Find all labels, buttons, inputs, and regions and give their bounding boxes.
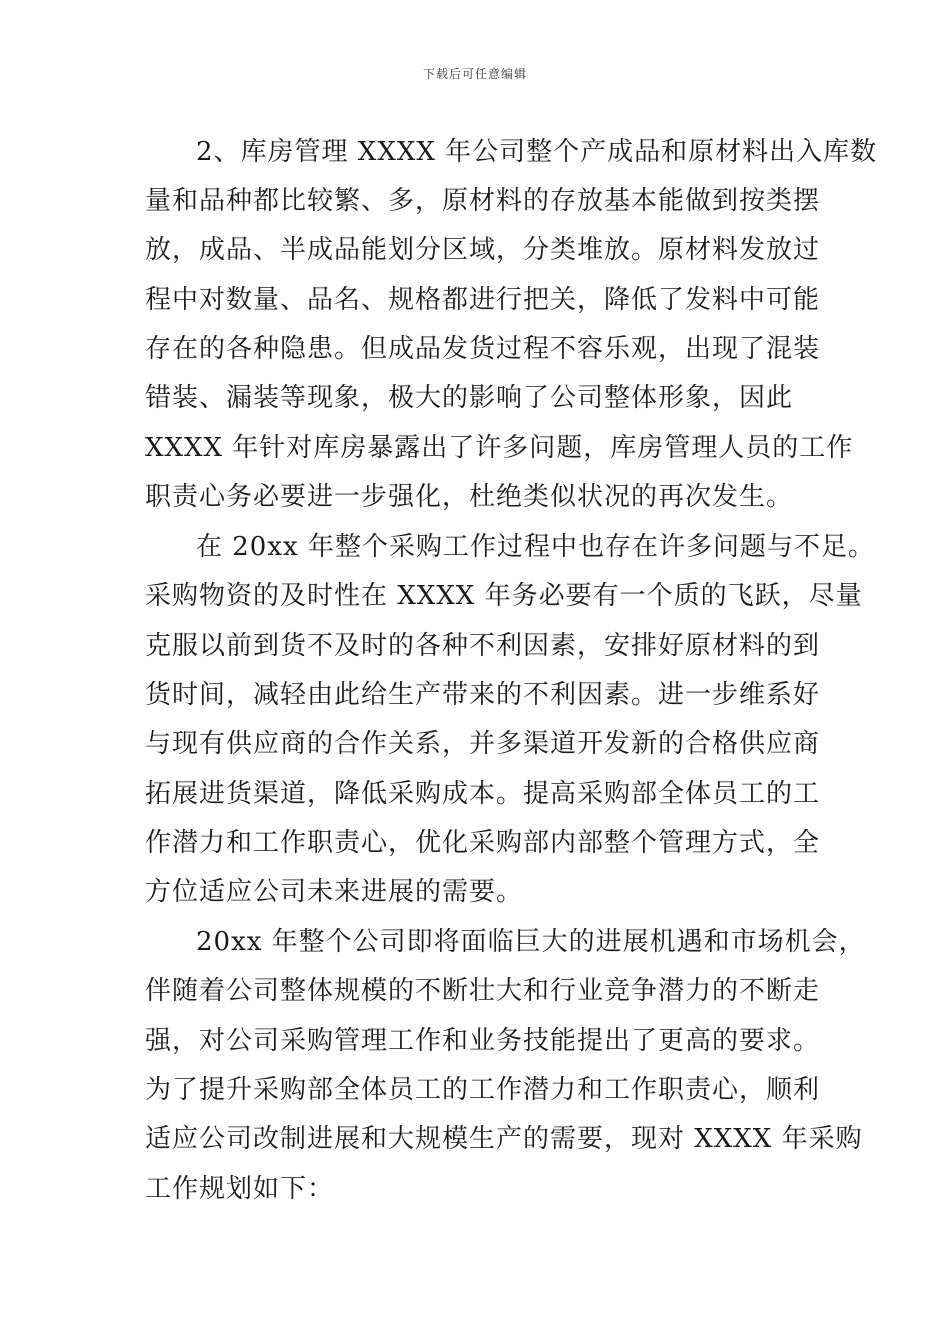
text-line: 拓展进货渠道，降低采购成本。提高采购部全体员工的工 (145, 779, 821, 809)
text-line: 采购物资的及时性在 XXXX 年务必要有一个质的飞跃，尽量 (145, 581, 863, 611)
text-line: XXXX 年针对库房暴露出了许多问题，库房管理人员的工作 (145, 433, 854, 463)
text-line: 工作规划如下： (145, 1174, 335, 1204)
text-line: 为了提升采购部全体员工的工作潜力和工作职责心，顺利 (145, 1075, 821, 1105)
text-line: 2、库房管理 XXXX 年公司整个产成品和原材料出入库数 (196, 137, 878, 167)
text-line: 适应公司改制进展和大规模生产的需要，现对 XXXX 年采购 (145, 1124, 863, 1154)
text-line: 量和品种都比较繁、多，原材料的存放基本能做到按类摆 (145, 186, 821, 216)
text-line: 克服以前到货不及时的各种不利因素，安排好原材料的到 (145, 631, 821, 661)
text-line: 强，对公司采购管理工作和业务技能提出了更高的要求。 (145, 1026, 821, 1056)
text-line: 职责心务必要进一步强化，杜绝类似状况的再次发生。 (145, 482, 794, 512)
text-line: 方位适应公司未来进展的需要。 (145, 877, 524, 907)
text-line: 与现有供应商的合作关系，并多渠道开发新的合格供应商 (145, 729, 821, 759)
text-line: 程中对数量、品名、规格都进行把关，降低了发料中可能 (145, 285, 821, 315)
text-line: 伴随着公司整体规模的不断壮大和行业竞争潜力的不断走 (145, 976, 821, 1006)
text-line: 作潜力和工作职责心，优化采购部内部整个管理方式，全 (145, 828, 821, 858)
page-header: 下载后可任意编辑 (422, 67, 527, 81)
text-line: 20xx 年整个公司即将面临巨大的进展机遇和市场机会， (196, 927, 866, 957)
text-line: 错装、漏装等现象，极大的影响了公司整体形象，因此 (145, 383, 794, 413)
text-line: 放，成品、半成品能划分区域，分类堆放。原材料发放过 (145, 235, 821, 265)
text-line: 在 20xx 年整个采购工作过程中也存在许多问题与不足。 (196, 532, 875, 562)
text-line: 存在的各种隐患。但成品发货过程不容乐观，出现了混装 (145, 334, 821, 364)
text-line: 货时间，减轻由此给生产带来的不利因素。进一步维系好 (145, 680, 821, 710)
